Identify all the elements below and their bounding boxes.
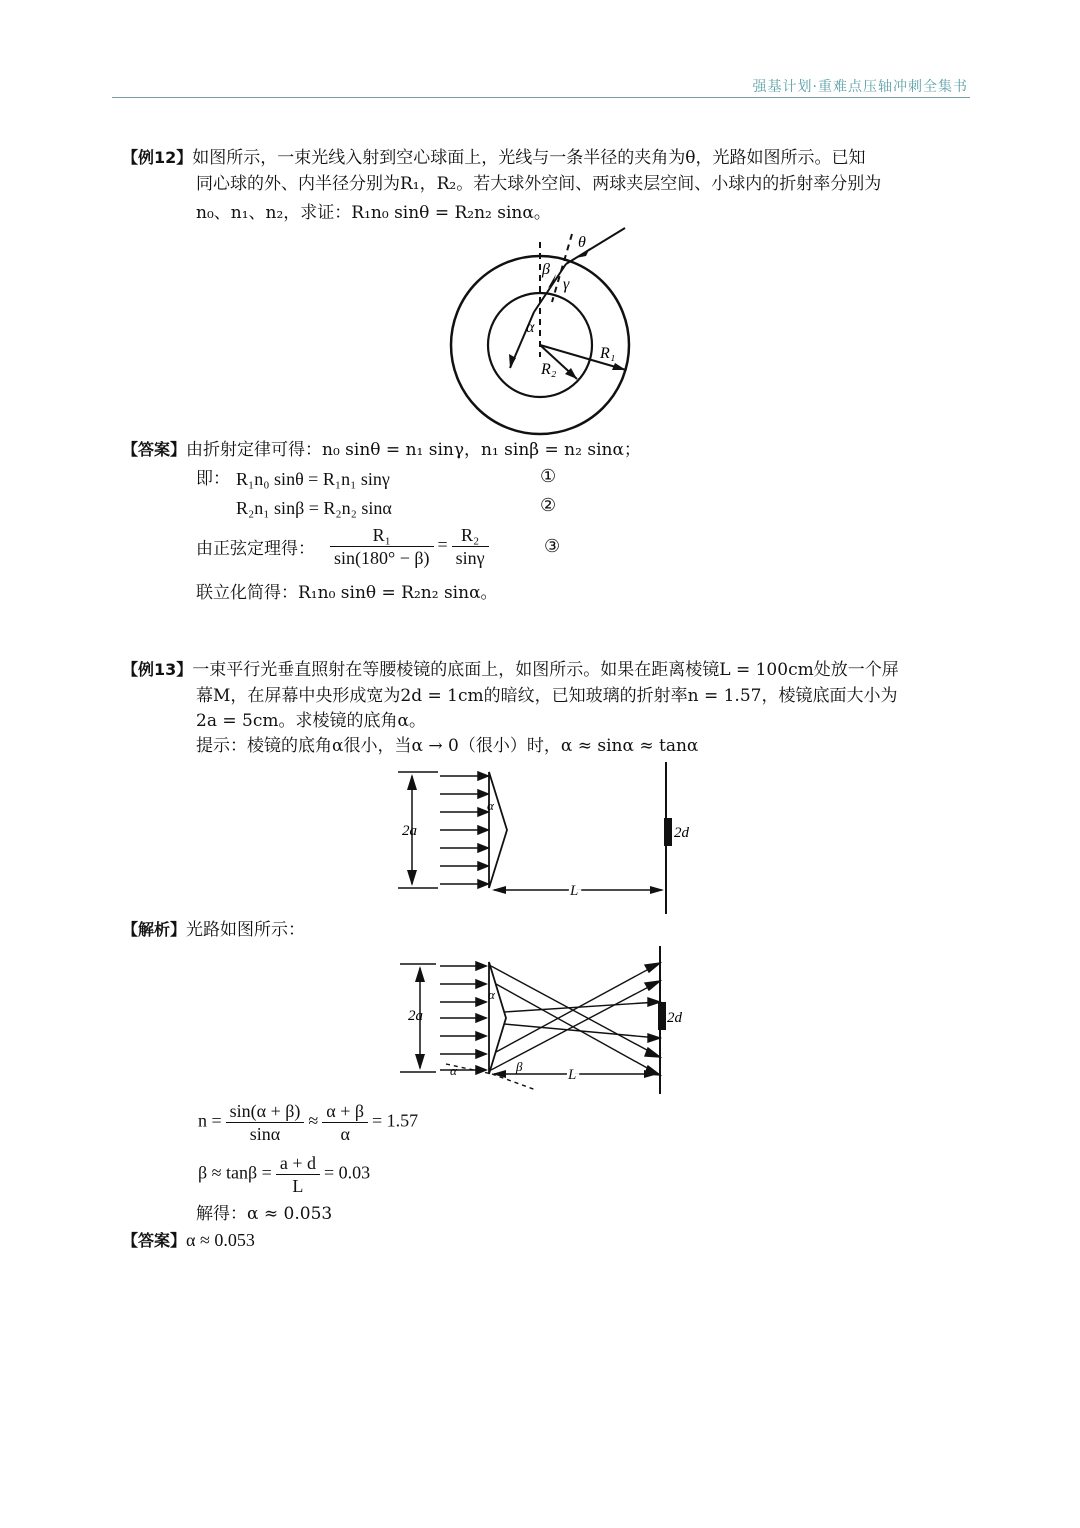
prism-figure — [390, 760, 690, 918]
ex13-hint: 提示：棱镜的底角α很小，当α → 0（很小）时，α ≈ sinα ≈ tanα — [196, 736, 699, 756]
sol13-eq2 — [198, 1152, 370, 1197]
ans12-eq1: R₁n₀ sinθ = R₁n₁ sinγ — [236, 469, 390, 489]
ex12-text1: 如图所示，一束光线入射到空心球面上，光线与一条半径的夹角为θ，光路如图所示。已知 — [192, 148, 866, 168]
label-2a: 2a — [402, 823, 417, 839]
ans12-line2-label: 即： — [196, 469, 230, 489]
sol13-line — [122, 918, 305, 942]
sol13-tag: 【解析】 — [122, 920, 187, 939]
eq3-num2: R₂ — [452, 524, 489, 547]
label-theta: θ — [578, 234, 586, 251]
label-beta: β — [516, 1059, 523, 1074]
label-beta: β — [542, 261, 550, 278]
prism — [489, 962, 506, 1074]
ans12-text1: 由折射定律可得：n₀ sinθ = n₁ sinγ，n₁ sinβ = n₂ sinα； — [186, 440, 641, 460]
incident-rays — [440, 772, 488, 888]
ex12-line2: 同心球的外、内半径分别为R₁，R₂。若大球外空间、两球夹层空间、小球内的折射率分别为 — [196, 174, 882, 194]
running-header: 强基计划·重难点压轴冲刺全集书 — [752, 79, 968, 95]
eq3-num1: R₁ — [330, 524, 434, 547]
eq1-lhs: n = — [198, 1110, 222, 1131]
label-alpha: α — [488, 987, 495, 1002]
label-2a: 2a — [408, 1008, 423, 1024]
eq2-rhs: = 0.03 — [323, 1162, 371, 1183]
ans12-line1 — [122, 438, 641, 462]
light-path-figure — [396, 944, 682, 1096]
incident-rays — [440, 962, 486, 1074]
eq2-lhs: β ≈ tanβ = — [198, 1162, 272, 1183]
eq3-frac1 — [330, 524, 434, 569]
eq1-frac2 — [322, 1100, 368, 1145]
ans12-line4-label: 由正弦定理得： — [196, 539, 315, 559]
ans12-mark2: ② — [540, 495, 557, 516]
eq3-den1: sin(180° − β) — [334, 548, 430, 568]
label-gamma: γ — [563, 276, 570, 293]
header-rule — [112, 97, 970, 98]
eq1-rhs: = 1.57 — [372, 1110, 419, 1131]
ex13-tag: 【例13】 — [122, 660, 193, 679]
ans12-eq3 — [326, 524, 493, 569]
ans12-line5: 联立化简得：R₁n₀ sinθ = R₂n₂ sinα。 — [196, 583, 498, 603]
label-r2: R₂ — [541, 361, 557, 378]
ans13-tag: 【答案】 — [122, 1231, 187, 1250]
dark-fringe — [664, 818, 672, 846]
eq1-den1: sinα — [249, 1124, 281, 1144]
label-L: L — [568, 1067, 577, 1083]
label-2d: 2d — [667, 1010, 682, 1026]
eq1-approx: ≈ — [308, 1110, 319, 1131]
ans12-mark1: ① — [540, 466, 557, 487]
ans12-eq2: R₂n₁ sinβ = R₂n₂ sinα — [236, 498, 392, 518]
eq1-frac1 — [226, 1100, 305, 1145]
ex12-line1 — [122, 146, 866, 170]
label-r1: R₁ — [600, 345, 616, 362]
ex12-tag: 【例12】 — [122, 148, 193, 167]
eq3-equals: = — [437, 534, 448, 555]
eq2-den: L — [292, 1176, 304, 1196]
eq2-frac — [276, 1152, 320, 1197]
label-L: L — [570, 883, 579, 899]
ans12-tag: 【答案】 — [122, 440, 187, 459]
label-alpha-base: α — [450, 1063, 457, 1078]
label-alpha: α — [487, 798, 494, 813]
ex13-line1 — [122, 658, 899, 682]
ans12-mark3: ③ — [544, 536, 561, 557]
ex13-line2: 幕M，在屏幕中央形成宽为2d = 1cm的暗纹，已知玻璃的折射率n = 1.57，棱镜底面大小为 — [196, 686, 898, 706]
ex13-line3: 2a = 5cm。求棱镜的底角α。 — [196, 711, 426, 731]
incident-ray — [566, 228, 625, 264]
dark-fringe — [658, 1002, 666, 1030]
eq2-num: a + d — [276, 1152, 320, 1175]
label-2d: 2d — [674, 825, 689, 841]
ans13-line — [122, 1228, 255, 1253]
sol13-eq1 — [198, 1100, 418, 1145]
sol13-intro: 光路如图所示： — [186, 920, 306, 940]
sphere-figure — [440, 222, 640, 432]
prism — [489, 772, 507, 888]
eq1-den2: α — [340, 1124, 350, 1144]
ans13-value: α ≈ 0.053 — [186, 1230, 255, 1250]
eq1-num1: sin(α + β) — [226, 1100, 305, 1123]
sol13-result: 解得：α ≈ 0.053 — [196, 1204, 333, 1224]
ex13-text1: 一束平行光垂直照射在等腰棱镜的底面上，如图所示。如果在距离棱镜L = 100cm处放一个屏 — [192, 660, 899, 680]
extension-dashed — [492, 1074, 536, 1090]
ex12-line3: n₀、n₁、n₂，求证：R₁n₀ sinθ = R₂n₂ sinα。 — [196, 203, 551, 223]
label-alpha: α — [526, 319, 535, 336]
eq1-num2: α + β — [322, 1100, 368, 1123]
eq3-den2: sinγ — [455, 548, 485, 568]
eq3-frac2 — [452, 524, 489, 569]
